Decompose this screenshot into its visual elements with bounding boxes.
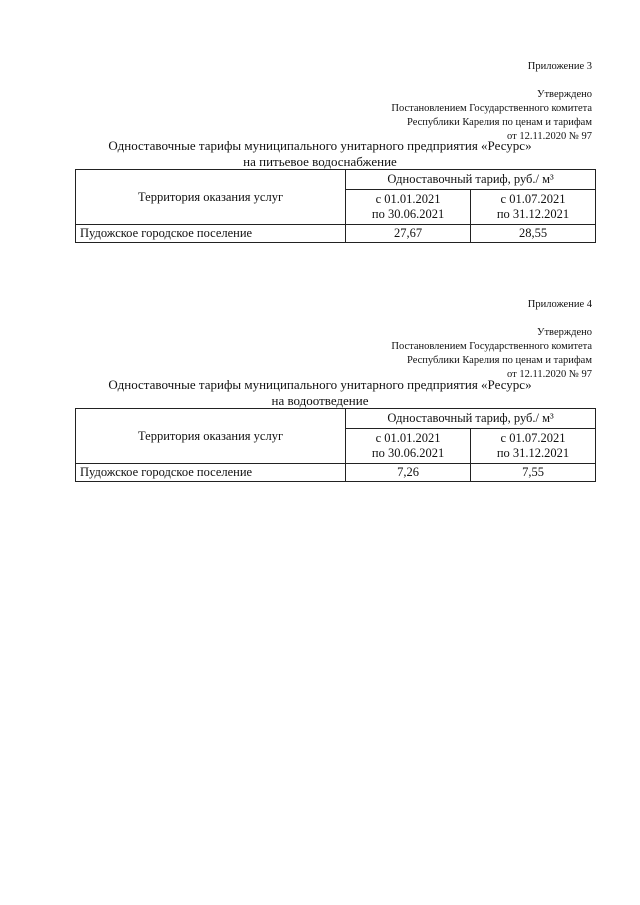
title-subline: на питьевое водоснабжение <box>243 154 397 169</box>
tariff-table-water-supply <box>75 169 596 243</box>
approval-line: от 12.11.2020 № 97 <box>507 369 592 380</box>
period-start: с 01.01.2021 <box>375 192 441 206</box>
appendix-3-title <box>0 138 640 170</box>
approval-line: Постановлением Государственного комитета <box>391 341 592 352</box>
tariff-table-wastewater <box>75 408 596 482</box>
approval-line: Постановлением Государственного комитета <box>391 103 592 114</box>
table-row <box>76 225 596 243</box>
territory-header: Территория оказания услуг <box>76 409 346 464</box>
approval-line: Республики Карелия по ценам и тарифам <box>407 117 592 128</box>
territory-name: Пудожское городское поселение <box>76 225 346 243</box>
period-end: по 30.06.2021 <box>371 207 445 221</box>
approval-line: Республики Карелия по ценам и тарифам <box>407 355 592 366</box>
tariff-header: Одноставочный тариф, руб./ м³ <box>346 170 596 190</box>
title-line: Одноставочные тарифы муниципального унитарного предприятия «Ресурс» <box>108 377 532 392</box>
appendix-label: Приложение 4 <box>527 299 592 310</box>
appendix-label: Приложение 3 <box>527 61 592 72</box>
period-cell <box>346 190 471 225</box>
tariff-value: 27,67 <box>346 225 471 243</box>
appendix-4-title <box>0 377 640 409</box>
appendix-3-header <box>391 60 592 144</box>
table-header-row <box>76 409 596 429</box>
approval-line: Утверждено <box>537 327 592 338</box>
table-row <box>76 464 596 482</box>
period-end: по 31.12.2021 <box>496 446 570 460</box>
approval-line: от 12.11.2020 № 97 <box>507 131 592 142</box>
approval-line: Утверждено <box>537 89 592 100</box>
table-header-row <box>76 170 596 190</box>
territory-header: Территория оказания услуг <box>76 170 346 225</box>
period-start: с 01.01.2021 <box>375 431 441 445</box>
appendix-4-header <box>391 298 592 382</box>
period-cell <box>346 429 471 464</box>
period-end: по 30.06.2021 <box>371 446 445 460</box>
tariff-value: 7,26 <box>346 464 471 482</box>
period-start: с 01.07.2021 <box>500 192 566 206</box>
title-line: Одноставочные тарифы муниципального унитарного предприятия «Ресурс» <box>108 138 532 153</box>
period-start: с 01.07.2021 <box>500 431 566 445</box>
tariff-value: 7,55 <box>471 464 596 482</box>
tariff-value: 28,55 <box>471 225 596 243</box>
period-end: по 31.12.2021 <box>496 207 570 221</box>
tariff-header: Одноставочный тариф, руб./ м³ <box>346 409 596 429</box>
period-cell <box>471 190 596 225</box>
title-subline: на водоотведение <box>271 393 369 408</box>
period-cell <box>471 429 596 464</box>
territory-name: Пудожское городское поселение <box>76 464 346 482</box>
